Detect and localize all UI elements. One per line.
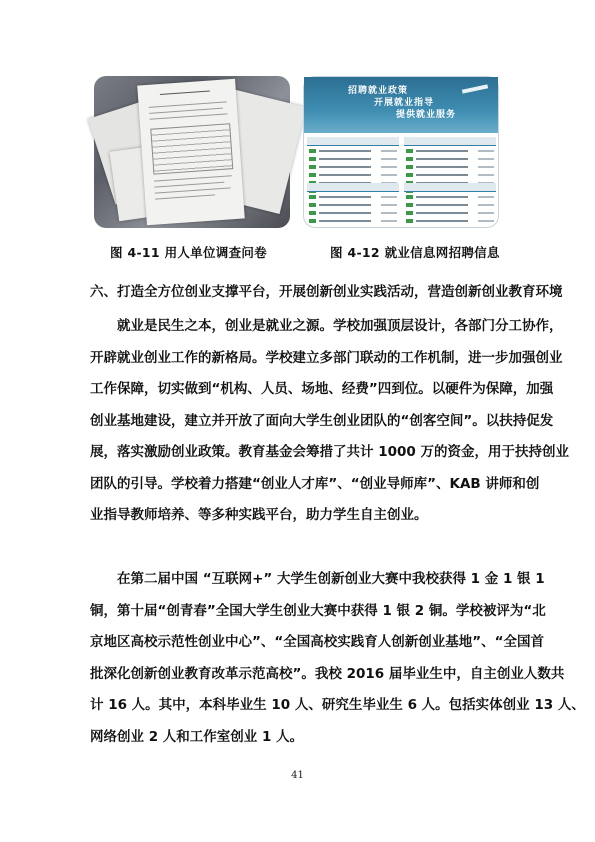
paragraph-line: 批深化创新创业教育改革示范高校”。我校 2016 届毕业生中，自主创业人数共 <box>90 665 565 682</box>
jobs-block <box>404 183 496 224</box>
questionnaire-photo <box>94 76 290 228</box>
airplane-icon <box>462 84 488 93</box>
paragraph-line: 工作保障，切实做到“机构、人员、场地、经费”四到位。以硬件为保障，加强 <box>90 381 554 397</box>
body-paragraph-1 <box>90 311 569 532</box>
body-paragraph-2 <box>90 564 585 753</box>
paragraph-line: 创业基地建设，建立并开放了面向大学生创业团队的“创客空间”。以扶持促发 <box>90 412 554 429</box>
paragraph-line: 展，落实激励创业政策。教育基金会筹措了共计 1000 万的资金，用于扶持创业 <box>90 444 569 460</box>
job-website-screenshot <box>303 76 499 228</box>
paper-sheet-main <box>137 79 245 225</box>
paragraph-line: 京地区高校示范性创业中心”、“全国高校实践育人创新创业基地”、“全国首 <box>90 634 544 650</box>
paragraph-line: 计 16 人。其中，本科毕业生 10 人、研究生毕业生 6 人。包括实体创业 13 人、 <box>90 697 585 713</box>
paragraph-line: 网络创业 2 人和工作室创业 1 人。 <box>90 728 304 745</box>
banner-line-3: 提供就业服务 <box>396 110 457 120</box>
paragraph-line: 团队的引导。学校着力搭建“创业人才库”、“创业导师库”、KAB 讲师和创 <box>90 475 540 492</box>
paragraph-line: 铜，第十届“创青春”全国大学生创业大赛中获得 1 银 2 铜。学校被评为“北 <box>90 602 546 619</box>
paragraph-line: 在第二届中国 “互联网+” 大学生创新创业大赛中我校获得 1 金 1 银 1 <box>90 571 545 587</box>
figure-caption-right: 图 4-12 就业信息网招聘信息 <box>330 245 500 260</box>
paragraph-line: 就业是民生之本，创业是就业之源。学校加强顶层设计，各部门分工协作， <box>90 318 563 334</box>
banner-line-1: 招聘就业政策 <box>348 86 409 96</box>
page-number: 41 <box>291 770 304 781</box>
paragraph-line: 业指导教师培养、等多种实践平台，助力学生自主创业。 <box>90 507 428 523</box>
banner-line-2: 开展就业指导 <box>374 98 435 108</box>
figure-caption-left: 图 4-11 用人单位调查问卷 <box>110 245 267 260</box>
paragraph-line: 开辟就业创业工作的新格局。学校建立多部门联动的工作机制，进一步加强创业 <box>90 349 563 366</box>
recruit-block <box>307 183 399 224</box>
website-banner <box>304 77 498 133</box>
section-heading: 六、打造全方位创业支撑平台，开展创新创业实践活动，营造创新创业教育环境 <box>90 284 563 300</box>
